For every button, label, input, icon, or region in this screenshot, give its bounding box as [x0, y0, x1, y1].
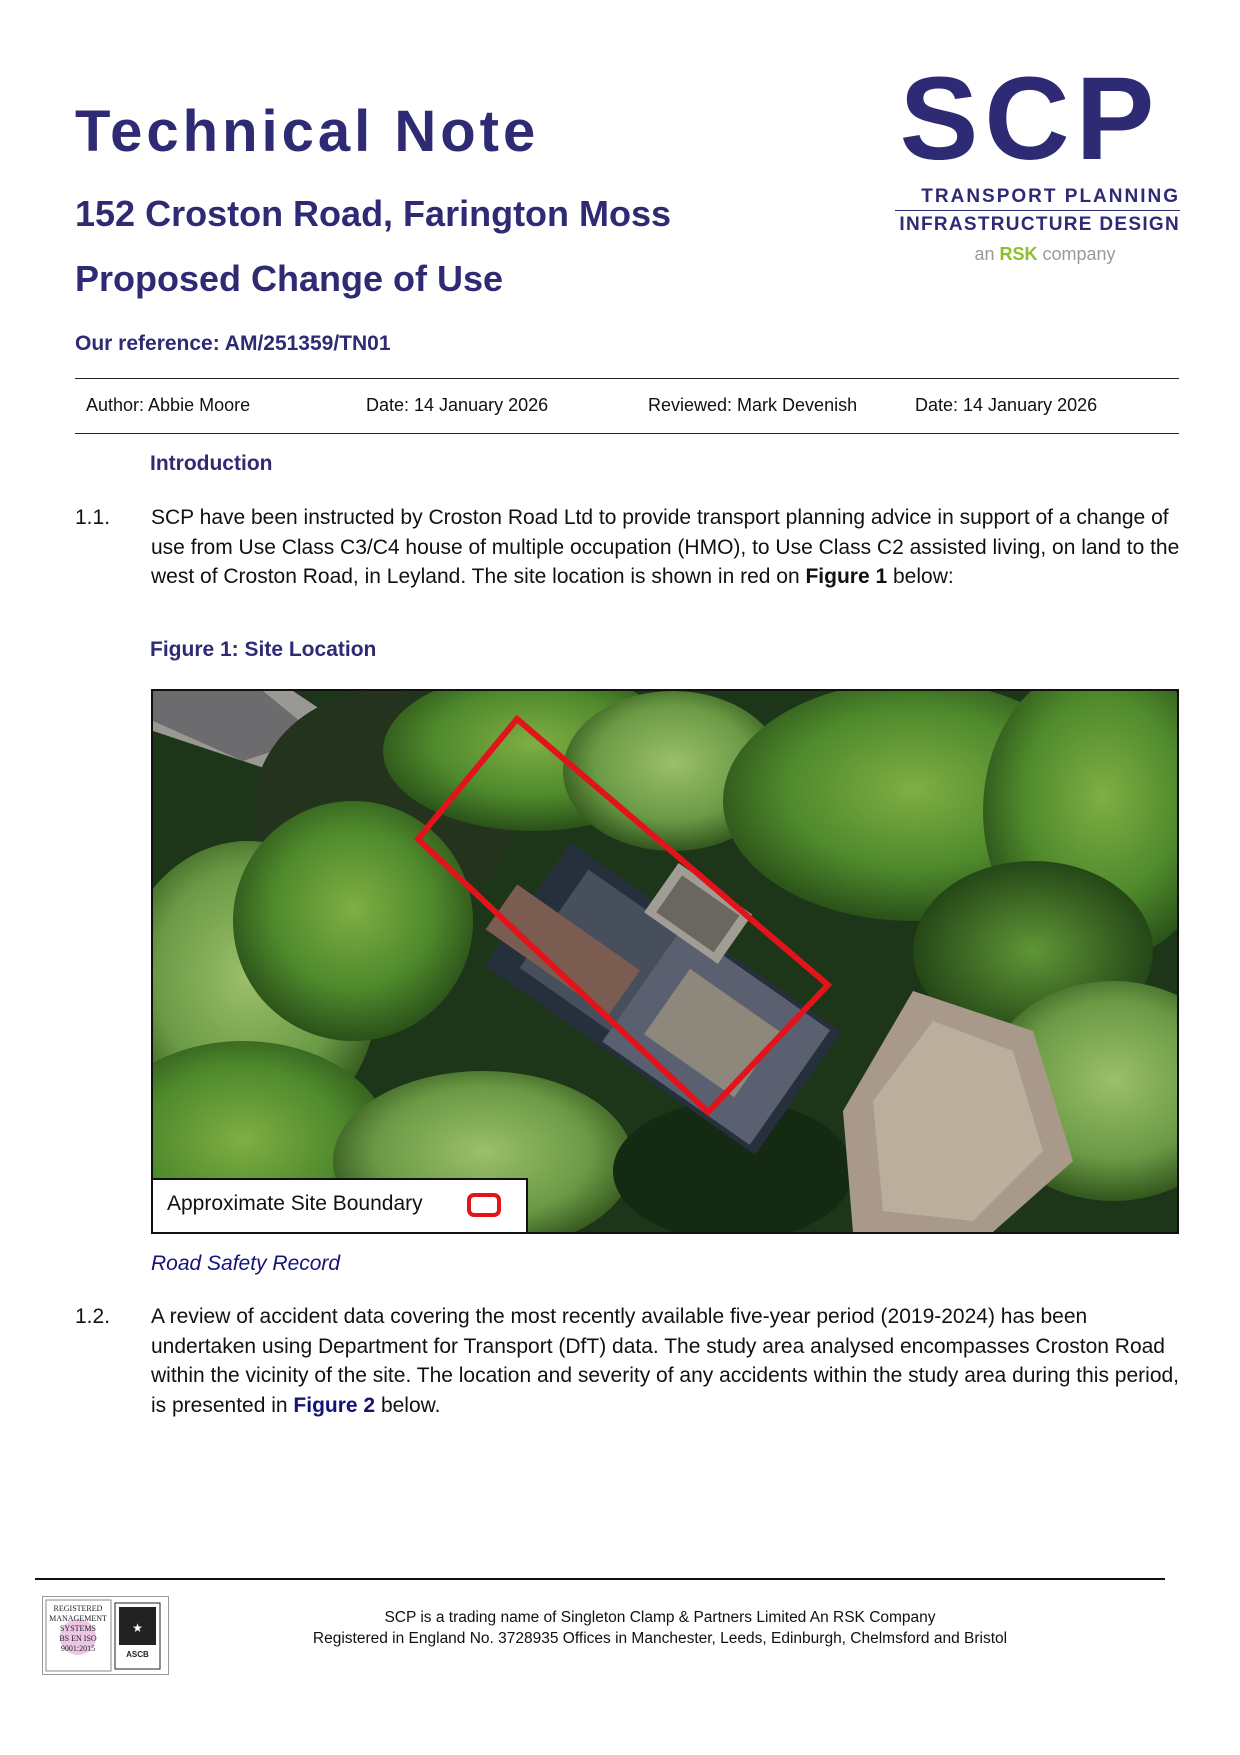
paragraph-1-2: [151, 1302, 1181, 1420]
paragraph-number: 1.2.: [75, 1305, 111, 1328]
author-field: Author: Abbie Moore: [86, 395, 251, 415]
svg-text:SYSTEMS: SYSTEMS: [59, 1624, 97, 1633]
footer-registration: Registered in England No. 3728935 Offices in Manchester, Leeds, Edinburgh, Chelmsford and Bristol: [312, 1630, 1008, 1647]
legend-label: Approximate Site Boundary: [167, 1192, 423, 1215]
boundary-swatch-icon: [467, 1193, 501, 1217]
figure-reference: Figure 1: [805, 565, 888, 588]
document-title: Technical Note: [75, 99, 540, 164]
svg-text:★: ★: [132, 1621, 143, 1635]
logo-company-prefix: an: [974, 244, 995, 264]
logo-rsk-brand: RSK: [999, 244, 1038, 264]
footer-divider: [35, 1578, 1165, 1580]
svg-text:MANAGEMENT: MANAGEMENT: [49, 1614, 107, 1623]
svg-text:BS EN ISO: BS EN ISO: [59, 1634, 97, 1643]
figure-caption: Figure 1: Site Location: [150, 638, 377, 661]
logo-mark: SCP: [899, 53, 1161, 185]
date-field: Date: 14 January 2026: [366, 395, 549, 415]
paragraph-text-end: below:: [887, 565, 954, 588]
map-legend: [153, 1178, 528, 1232]
svg-text:REGISTERED: REGISTERED: [53, 1604, 103, 1613]
svg-text:9001:2015: 9001:2015: [60, 1644, 96, 1653]
site-title: 152 Croston Road, Farington Moss: [75, 193, 672, 234]
subject-title: Proposed Change of Use: [75, 258, 504, 299]
logo-tagline-2: INFRASTRUCTURE DESIGN: [899, 214, 1180, 235]
document-meta-row: [75, 378, 1179, 434]
review-date-field: Date: 14 January 2026: [915, 395, 1098, 415]
logo-company-suffix: company: [1042, 244, 1116, 264]
logo-company-line: [880, 244, 1180, 265]
footer-trading-name: SCP is a trading name of Singleton Clamp & Partners Limited An RSK Company: [384, 1609, 936, 1626]
figure-2-link[interactable]: Figure 2: [293, 1393, 376, 1417]
section-heading-introduction: Introduction: [150, 452, 273, 475]
scp-logo: [880, 53, 1180, 268]
aerial-photo: [153, 691, 1177, 1232]
logo-tagline-1: TRANSPORT PLANNING: [921, 186, 1180, 207]
paragraph-text-end: below.: [375, 1393, 441, 1417]
site-location-aerial-map: [151, 689, 1179, 1234]
iso-certification-icon: [43, 1597, 168, 1674]
paragraph-number: 1.1.: [75, 506, 111, 529]
certification-logos: [42, 1596, 169, 1675]
paragraph-text: SCP have been instructed by Croston Road Ltd to provide transport planning advice in support of a change of use from Use Class C3/C4 house of multiple occupation (HMO), to Use Class C2 assisted living, on land to the west of Croston Road, in Leyland. The site location is shown in red on: [151, 506, 1180, 588]
svg-text:ASCB: ASCB: [126, 1650, 149, 1659]
section-heading-road-safety: Road Safety Record: [151, 1252, 341, 1275]
reviewer-field: Reviewed: Mark Devenish: [648, 395, 858, 415]
paragraph-text: A review of accident data covering the most recently available five-year period (2019-2024) has been undertaken using Department for Transport (DfT) data. The study area analysed encompasses Croston Road within the vicinity of the site. The location and severity of any accidents within the study area during this period, is presented in: [151, 1305, 1180, 1417]
reference-number: Our reference: AM/251359/TN01: [75, 332, 391, 355]
logo-divider: [895, 210, 1180, 211]
paragraph-1-1: [151, 503, 1181, 592]
